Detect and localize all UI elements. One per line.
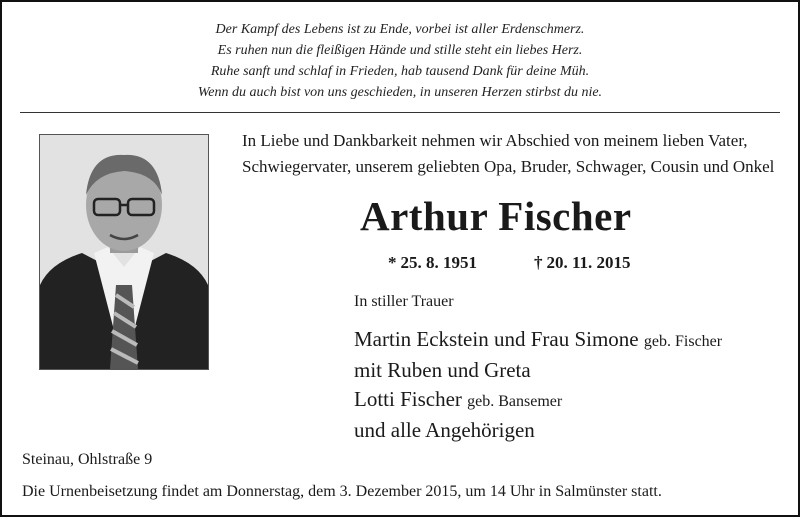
maiden-name-note: geb. Fischer — [643, 333, 723, 350]
poem-line: Es ruhen nun die fleißigen Hände und stille steht ein liebes Herz. — [217, 43, 583, 58]
deceased-name: Arthur Fischer — [360, 193, 632, 239]
death-cross-icon: † — [534, 253, 543, 272]
mourner-line: mit Ruben und Greta — [354, 358, 531, 382]
poem-line: Ruhe sanft und schlaf in Frieden, hab tausend Dank für deine Müh. — [210, 64, 590, 79]
mourner-line — [354, 385, 722, 416]
poem-line: Der Kampf des Lebens ist zu Ende, vorbei ist aller Erdenschmerz. — [215, 22, 585, 37]
birth-star-icon: * — [388, 253, 397, 272]
memorial-poem — [2, 19, 798, 103]
intro-line: In Liebe und Dankbarkeit nehmen wir Abschied von meinem lieben Vater, — [242, 131, 748, 150]
family-mourners — [354, 325, 722, 445]
address: Steinau, Ohlstraße 9 — [22, 451, 153, 468]
mourner-name: Martin Eckstein und Frau Simone — [354, 327, 639, 351]
birth-date-value: 25. 8. 1951 — [400, 253, 477, 272]
funeral-note: Die Urnenbeisetzung findet am Donnerstag, dem 3. Dezember 2015, um 14 Uhr in Salmünster statt. — [22, 483, 662, 500]
farewell-intro — [242, 128, 790, 180]
mourner-name: Lotti Fischer — [354, 387, 462, 411]
birth-date — [388, 253, 477, 273]
maiden-name-note: geb. Bansemer — [467, 393, 563, 410]
poem-line: Wenn du auch bist von uns geschieden, in unseren Herzen stirbst du nie. — [197, 85, 603, 100]
mourning-label: In stiller Trauer — [354, 293, 454, 310]
divider-line — [20, 112, 780, 113]
death-date-value: 20. 11. 2015 — [546, 253, 631, 272]
mourner-line — [354, 325, 722, 356]
mourner-line: und alle Angehörigen — [354, 418, 535, 442]
portrait-photo — [39, 134, 209, 370]
death-date — [534, 253, 631, 273]
intro-line: Schwiegervater, unserem geliebten Opa, Bruder, Schwager, Cousin und Onkel — [242, 157, 775, 176]
